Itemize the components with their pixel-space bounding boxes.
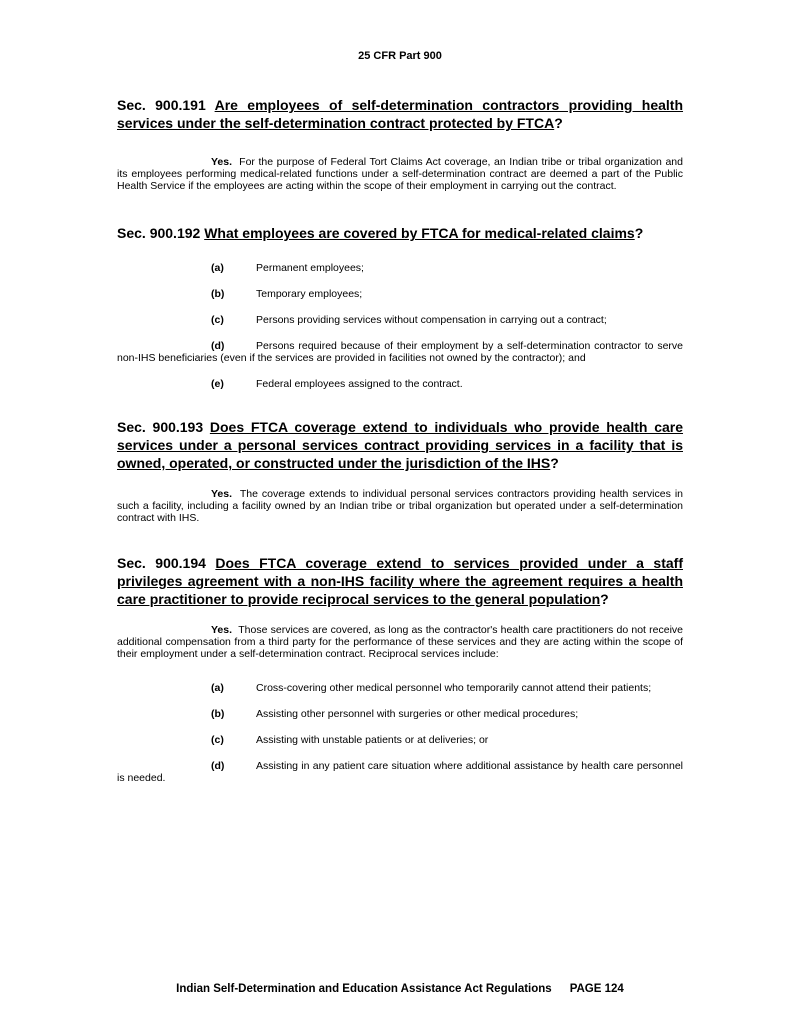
item-text: Persons providing services without compensation in carrying out a contract; [256, 314, 607, 326]
section-title: Does FTCA coverage extend to services provided under a staff privileges agreement with a non-IHS facility where the agreement requires a health care practitioner to provide reciprocal services to the general population [117, 555, 683, 607]
page-number: PAGE 124 [569, 983, 624, 995]
section-number: Sec. 900.191 [117, 97, 206, 113]
section-number: Sec. 900.193 [117, 419, 204, 435]
section-heading-900-194 [117, 554, 683, 608]
section-title: Does FTCA coverage extend to individuals who provide health care services under a personal services contract providing services in a facility that is owned, operated, or constructed under the jurisdiction of the IHS [117, 419, 684, 471]
answer-lead: Yes. [211, 624, 233, 636]
item-label: (a) [211, 262, 224, 274]
answer-text: For the purpose of Federal Tort Claims Act coverage, an Indian tribe or tribal organization and its employees performing medical-related functions under a self-determination contract are deemed a part of the Public Health Service if the employees are acting within the scope of their employment in carrying out the contract. [117, 156, 683, 192]
item-text: Permanent employees; [256, 262, 364, 274]
list-item [117, 288, 683, 300]
item-label: (d) [211, 340, 225, 352]
item-text: Cross-covering other medical personnel who temporarily cannot attend their patients; [256, 682, 652, 694]
question-mark: ? [550, 455, 559, 471]
answer-lead: Yes. [211, 488, 233, 500]
item-text: Temporary employees; [256, 288, 363, 300]
item-label: (c) [211, 734, 224, 746]
answer-lead: Yes. [211, 156, 233, 168]
section-number: Sec. 900.192 [117, 225, 201, 241]
list-item [117, 708, 683, 720]
answer-text: Those services are covered, as long as the contractor's health care practitioners do not receive additional compensation from a third party for the performance of these services and they are acting within the scope of their employment under a self-determination contract. Reciprocal services include: [117, 624, 683, 660]
item-text: Assisting other personnel with surgeries or other medical procedures; [256, 708, 579, 720]
item-text: Federal employees assigned to the contract. [256, 378, 463, 390]
list-item [117, 262, 683, 274]
section-title: What employees are covered by FTCA for medical-related claims [204, 225, 635, 241]
section-heading-900-193 [117, 418, 683, 472]
question-mark: ? [600, 591, 609, 607]
item-text: Assisting in any patient care situation where additional assistance by health care personnel is needed. [117, 760, 683, 784]
item-label: (d) [211, 760, 225, 772]
section-title: Are employees of self-determination contractors providing health services under the self-determination contract protected by FTCA [117, 97, 684, 131]
item-label: (c) [211, 314, 224, 326]
question-mark: ? [554, 115, 563, 131]
header-title: 25 CFR Part 900 [358, 50, 442, 62]
item-label: (e) [211, 378, 224, 390]
footer-title: Indian Self-Determination and Education Assistance Act Regulations [176, 983, 552, 995]
answer-paragraph [117, 624, 683, 660]
list-item [117, 760, 683, 784]
question-mark: ? [634, 225, 644, 241]
section-heading-900-191 [117, 96, 683, 132]
list-item [117, 682, 683, 694]
page-header [0, 50, 800, 62]
item-label: (b) [211, 708, 225, 720]
answer-paragraph [117, 156, 683, 192]
item-label: (a) [211, 682, 224, 694]
list-item [117, 340, 683, 364]
section-heading-900-192 [117, 224, 683, 242]
page-footer [0, 983, 800, 995]
item-label: (b) [211, 288, 225, 300]
section-number: Sec. 900.194 [117, 555, 206, 571]
list-item [117, 314, 683, 326]
item-text: Assisting with unstable patients or at deliveries; or [256, 734, 489, 746]
list-item [117, 734, 683, 746]
item-text: Persons required because of their employment by a self-determination contractor to serve non-IHS beneficiaries (even if the services are provided in facilities not owned by the contractor); and [117, 340, 683, 364]
list-item [117, 378, 683, 390]
document-body [117, 96, 683, 784]
answer-paragraph [117, 488, 683, 524]
answer-text: The coverage extends to individual personal services contractors providing health services in such a facility, including a facility owned by an Indian tribe or tribal organization but operated under a self-determination contract with IHS. [117, 488, 683, 524]
